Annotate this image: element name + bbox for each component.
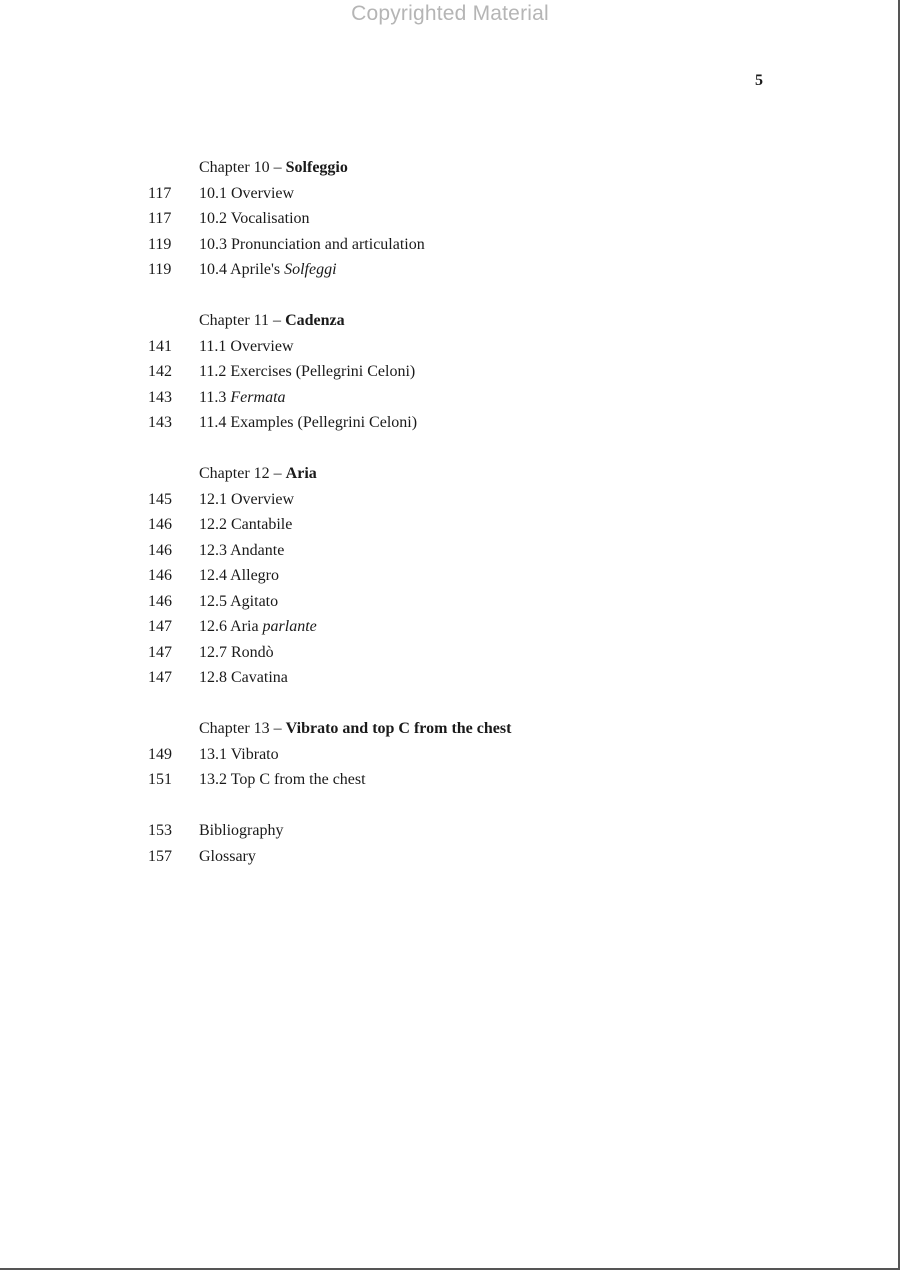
toc-entry[interactable] xyxy=(148,206,748,232)
toc-entry[interactable] xyxy=(148,512,748,538)
chapter-13-section xyxy=(148,716,748,793)
toc-entry[interactable] xyxy=(148,538,748,564)
entry-page-number: 117 xyxy=(148,184,172,202)
entry-title: 12.7 Rondò xyxy=(199,643,274,661)
entry-title: 11.1 Overview xyxy=(199,337,294,355)
toc-entry[interactable] xyxy=(148,257,748,283)
toc-entry[interactable] xyxy=(148,385,748,411)
entry-title: 10.2 Vocalisation xyxy=(199,210,310,227)
chapter-label: Chapter 11 – xyxy=(199,312,286,329)
chapter-title: Solfeggio xyxy=(285,159,348,176)
entry-title: 12.1 Overview xyxy=(199,490,295,508)
entry-title: 12.4 Allegro xyxy=(199,567,279,584)
entry-page-number: 147 xyxy=(148,643,172,661)
chapter-label: Chapter 13 – xyxy=(199,720,286,737)
back-matter-section xyxy=(148,818,748,869)
toc-entry-bibliography[interactable] xyxy=(148,818,748,844)
chapter-heading[interactable] xyxy=(148,155,748,181)
entry-page-number: 119 xyxy=(148,261,172,278)
toc-entry[interactable] xyxy=(148,410,748,436)
entry-title: 12.8 Cavatina xyxy=(199,669,288,686)
entry-page-number: 146 xyxy=(148,516,172,533)
entry-page-number: 146 xyxy=(148,541,172,559)
chapter-heading[interactable] xyxy=(148,308,748,334)
toc-entry[interactable] xyxy=(148,232,748,258)
toc-entry[interactable] xyxy=(148,487,748,513)
toc-entry[interactable] xyxy=(148,563,748,589)
chapter-label: Chapter 10 – xyxy=(199,159,286,176)
entry-title: 11.4 Examples (Pellegrini Celoni) xyxy=(199,414,418,431)
entry-page-number: 146 xyxy=(148,567,172,584)
entry-title: Bibliography xyxy=(199,822,284,839)
entry-page-number: 141 xyxy=(148,337,172,355)
entry-page-number: 147 xyxy=(148,669,172,686)
toc-entry[interactable] xyxy=(148,359,748,385)
entry-page-number: 142 xyxy=(148,363,172,380)
chapter-heading[interactable] xyxy=(148,461,748,487)
chapter-title: Cadenza xyxy=(285,312,345,329)
chapter-title: Vibrato and top C from the chest xyxy=(285,720,512,737)
entry-page-number: 143 xyxy=(148,414,172,431)
toc-entry[interactable] xyxy=(148,640,748,666)
chapter-11-section xyxy=(148,308,748,436)
page-number: 5 xyxy=(755,72,763,89)
entry-title: 12.3 Andante xyxy=(199,541,285,559)
entry-title: 10.1 Overview xyxy=(199,184,295,202)
entry-title: 10.3 Pronunciation and articulation xyxy=(199,235,425,253)
entry-page-number: 157 xyxy=(148,847,172,865)
chapter-12-section xyxy=(148,461,748,691)
entry-page-number: 117 xyxy=(148,210,172,227)
entry-page-number: 143 xyxy=(148,388,172,406)
toc-entry[interactable] xyxy=(148,767,748,793)
entry-page-number: 149 xyxy=(148,745,172,763)
entry-page-number: 145 xyxy=(148,490,172,508)
toc-entry[interactable] xyxy=(148,742,748,768)
entry-page-number: 153 xyxy=(148,822,172,839)
toc-entry-glossary[interactable] xyxy=(148,844,748,870)
toc-entry[interactable] xyxy=(148,181,748,207)
entry-title: 11.3 xyxy=(199,388,231,406)
entry-page-number: 119 xyxy=(148,235,172,253)
entry-title: 13.1 Vibrato xyxy=(199,745,279,763)
entry-title: 10.4 Aprile's xyxy=(199,261,285,278)
toc-entry[interactable] xyxy=(148,665,748,691)
chapter-heading[interactable] xyxy=(148,716,748,742)
chapter-label: Chapter 12 – xyxy=(199,465,286,482)
entry-title: 12.2 Cantabile xyxy=(199,516,293,533)
toc-entry[interactable] xyxy=(148,589,748,615)
entry-page-number: 147 xyxy=(148,618,172,635)
entry-title: 11.2 Exercises (Pellegrini Celoni) xyxy=(199,363,416,380)
table-of-contents xyxy=(148,155,748,895)
entry-page-number: 146 xyxy=(148,592,172,610)
entry-title: 13.2 Top C from the chest xyxy=(199,771,366,788)
entry-title: Glossary xyxy=(199,847,256,865)
chapter-10-section xyxy=(148,155,748,283)
entry-title-italic: parlante xyxy=(262,618,317,635)
entry-title-italic: Fermata xyxy=(230,388,286,406)
entry-title-italic: Solfeggi xyxy=(284,261,337,278)
entry-title: 12.5 Agitato xyxy=(199,592,279,610)
entry-title: 12.6 Aria xyxy=(199,618,263,635)
toc-entry[interactable] xyxy=(148,614,748,640)
chapter-title: Aria xyxy=(285,465,317,482)
entry-page-number: 151 xyxy=(148,771,172,788)
watermark: Copyrighted Material xyxy=(351,2,549,25)
toc-entry[interactable] xyxy=(148,334,748,360)
